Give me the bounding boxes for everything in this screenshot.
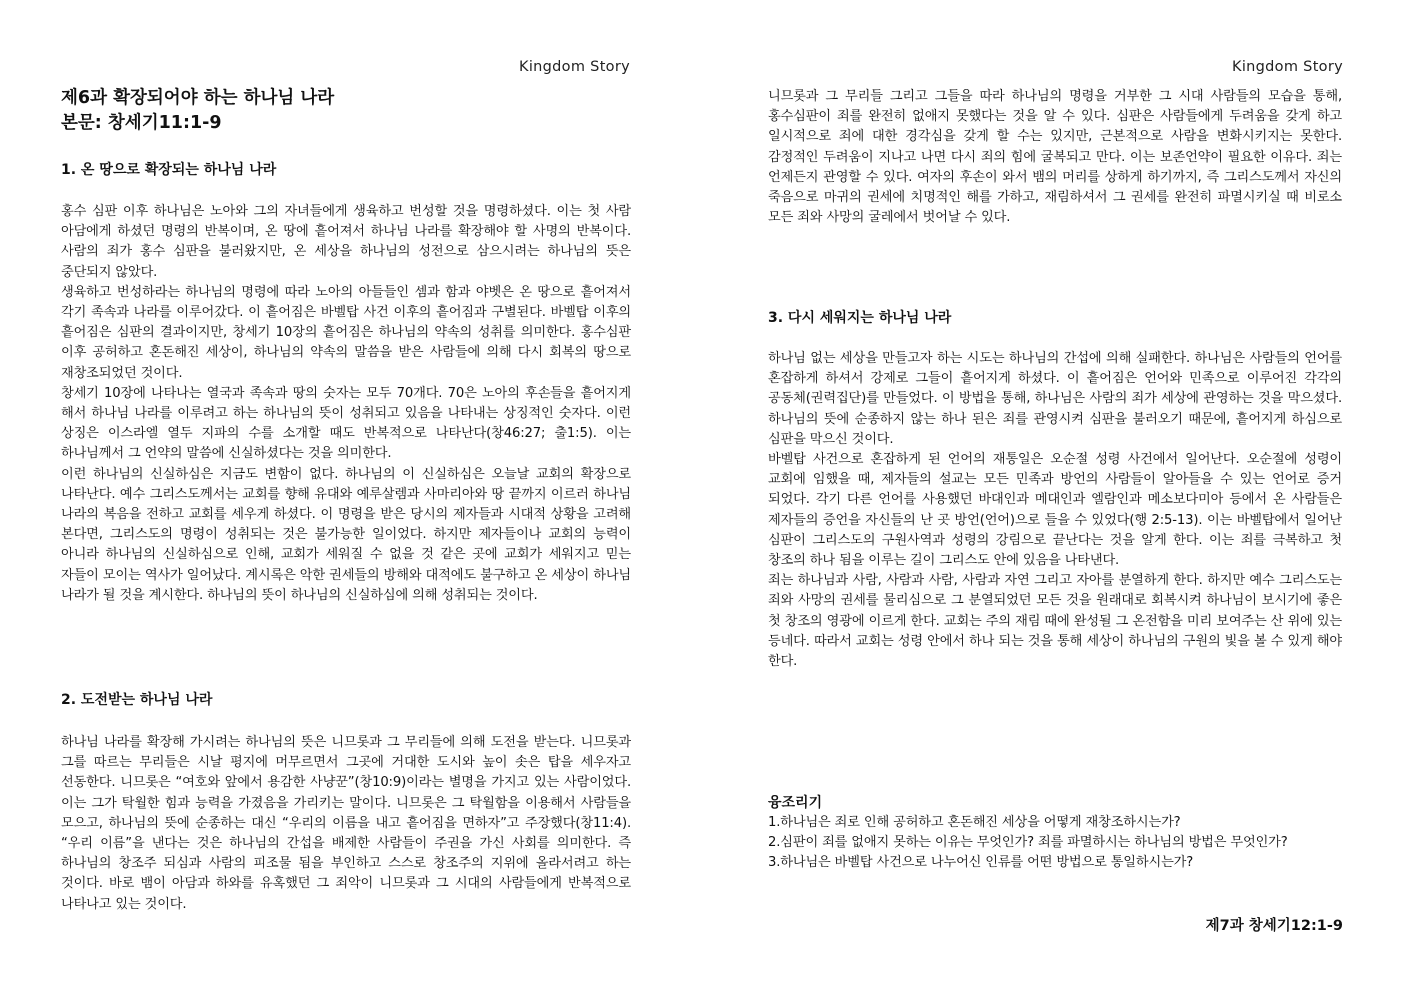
section-2 bbox=[61, 690, 631, 710]
header-label: Kingdom Story bbox=[519, 59, 630, 75]
paragraph: 바벨탑 사건으로 혼잡하게 된 언어의 재통일은 오순절 성령 사건에서 일어난다. 오순절에 성령이 교회에 임했을 때, 제자들의 설교는 모든 민족과 방언의 사람들이 알아들을 수 있는 언어로 증거 되었다. 각기 다른 언어를 사용했던 바대인과 메대인과 엘람인과 메소보다미아 등에서 온 사람들은 제자들의 증언을 자신들의 난 곳 방언(언어)으로 들을 수 있었다(행 2:5-13). 이는 바벨탑에서 일어난 심판이 그리스도의 구원사역과 성령의 강림으로 끝난다는 것을 알게 한다. 이는 죄를 극복하고 첫 창조의 하나 됨을 이루는 길이 그리스도 안에 있음을 나타낸다. bbox=[768, 452, 1342, 569]
paragraph: 홍수 심판 이후 하나님은 노아와 그의 자녀들에게 생육하고 번성할 것을 명령하셨다. 이는 첫 사람 아담에게 하셨던 명령의 반복이며, 온 땅에 흩어져서 하나님 나라를 확장해야 할 사명의 반복이다. 사람의 죄가 홍수 심판을 불러왔지만, 온 세상을 하나님의 성전으로 삼으시려는 하나님의 뜻은 중단되지 않았다. bbox=[61, 204, 631, 280]
paragraph: 하나님 나라를 확장해 가시려는 하나님의 뜻은 니므롯과 그 무리들에 의해 도전을 받는다. 니므롯과 그를 따르는 무리들은 시날 평지에 머무르면서 그곳에 거대한 도시와 높이 솟은 탑을 세우자고 선동한다. 니므롯은 “여호와 앞에서 용감한 사냥꾼”(창10:9)이라는 별명을 가지고 있는 사람이었다. 이는 그가 탁월한 힘과 능력을 가졌음을 가리키는 말이다. 니므롯은 그 탁월함을 이용해서 사람들을 모으고, 하나님의 뜻에 순종하는 대신 “우리의 이름을 내고 흩어짐을 면하자”고 주장했다(창11:4). “우리 이름”을 낸다는 것은 하나님의 간섭을 배제한 사람들이 주권을 가신 사회를 의미한다. 즉 하나님의 창조주 되심과 사람의 피조물 됨을 부인하고 스스로 창조주의 지위에 올라서려고 하는 것이다. 바로 뱀이 아담과 하와를 유혹했던 그 죄악이 니므롯과 그 시대의 사람들에게 반복적으로 나타나고 있는 것이다. bbox=[61, 735, 631, 912]
questions-list bbox=[768, 813, 1342, 874]
intro-block bbox=[768, 87, 1342, 228]
next-lesson-label: 제7과 창세기12:1-9 bbox=[1205, 918, 1343, 934]
paragraph: 이런 하나님의 신실하심은 지금도 변함이 없다. 하나님의 이 신실하심은 오늘날 교회의 확장으로 나타난다. 예수 그리스도께서는 교회를 향해 유대와 예루살렘과 사마리아와 땅 끝까지 이르러 하나님 나라의 복음을 전하고 교회를 세우게 하셨다. 이 명령을 받은 당시의 제자들과 시대적 상황을 고려해 본다면, 그리스도의 명령이 성취되는 것은 불가능한 일이었다. 하지만 제자들이나 교회의 능력이 아니라 하나님의 신실하심으로 인해, 교회가 세워질 수 없을 것 같은 곳에 교회가 세워지고 믿는 자들이 모이는 역사가 일어났다. 계시록은 악한 권세들의 방해와 대적에도 불구하고 온 세상이 하나님 나라가 될 것을 계시한다. 하나님의 뜻이 하나님의 신실하심에 의해 성취되는 것이다. bbox=[61, 466, 631, 603]
question-item: 3.하나님은 바벨탑 사건으로 나누어신 인류를 어떤 방법으로 통일하시는가? bbox=[768, 855, 1194, 871]
discussion-questions bbox=[768, 793, 1342, 874]
question-item: 1.하나님은 죄로 인해 공허하고 혼돈해진 세상을 어떻게 재창조하시는가? bbox=[768, 815, 1181, 830]
section-1-body bbox=[61, 202, 631, 606]
section-1 bbox=[61, 160, 631, 180]
lesson-title: 제6과 확장되어야 하는 하나님 나라 bbox=[61, 88, 335, 108]
lesson-subtitle: 본문: 창세기11:1-9 bbox=[61, 113, 222, 133]
paragraph: 생육하고 번성하라는 하나님의 명령에 따라 노아의 아들들인 셈과 함과 야벳은 온 땅으로 흩어져서 각기 족속과 나라를 이루어갔다. 이 흩어짐은 바벨탑 사건 이후의 흩어짐과 구별된다. 바벨탑 이후의 흩어짐은 심판의 결과이지만, 창세기 10장의 흩어짐은 하나님의 약속의 성취를 의미한다. 홍수심판 이후 공허하고 혼돈해진 세상이, 하나님의 약속의 말씀을 받은 사람들에 의해 다시 회복의 땅으로 재창조되었던 것이다. bbox=[61, 284, 631, 381]
right-page bbox=[702, 0, 1403, 992]
section-3 bbox=[768, 308, 1342, 328]
question-item: 2.심판이 죄를 없애지 못하는 이유는 무엇인가? 죄를 파멸하시는 하나님의 방법은 무엇인가? bbox=[768, 835, 1288, 851]
paragraph: 니므롯과 그 무리들 그리고 그들을 따라 하나님의 명령을 거부한 그 시대 사람들의 모습을 통해, 홍수심판이 죄를 완전히 없애지 못했다는 것을 알 수 있다. 심판은 사람들에게 두려움을 갖게 하고 일시적으로 죄에 대한 경각심을 갖게 할 수는 있지만, 근본적으로 사람을 변화시키지는 못한다. 감정적인 두려움이 지나고 나면 다시 죄의 힘에 굴복되고 만다. 이는 보존언약이 필요한 이유다. 죄는 언제든지 관영할 수 있다. 여자의 후손이 와서 뱀의 머리를 상하게 하기까지, 즉 그리스도께서 자신의 죽음으로 마귀의 권세에 치명적인 해를 가하고, 재림하셔서 그 권세를 완전히 파멸시키실 때 비로소 모든 죄와 사망의 굴레에서 벗어날 수 있다. bbox=[768, 89, 1342, 226]
paragraph: 하나님 없는 세상을 만들고자 하는 시도는 하나님의 간섭에 의해 실패한다. 하나님은 사람들의 언어를 혼잡하게 하셔서 강제로 그들이 흩어지게 하셨다. 이 흩어짐은 언어와 민족으로 이루어진 각각의 공동체(권력집단)를 만들었다. 이 방법을 통해, 하나님은 사람의 죄가 세상에 관영하는 것을 막으셨다. 하나님의 뜻에 순종하지 않는 하나 된은 죄를 관영시켜 심판을 불러오기 때문에, 흩어지게 하심으로 심판을 막으신 것이다. bbox=[768, 351, 1342, 447]
paragraph: 죄는 하나님과 사람, 사람과 사람, 사람과 자연 그리고 자아를 분열하게 한다. 하지만 예수 그리스도는 죄와 사망의 권세를 물리심으로 그 분열되었던 모든 것을 원래대로 회복시켜 하나님이 보시기에 좋은 첫 창조의 영광에 이르게 한다. 교회는 주의 재림 때에 완성될 그 온전함을 미리 보여주는 산 위에 있는 등네다. 따라서 교회는 성령 안에서 하나 되는 것을 통해 세상이 하나님의 구원의 빛을 볼 수 있게 해야 한다. bbox=[768, 573, 1342, 670]
paragraph: 창세기 10장에 나타나는 열국과 족속과 땅의 숫자는 모두 70개다. 70은 노아의 후손들을 흩어지게 해서 하나님 나라를 이루려고 하는 하나님의 뜻이 성취되고 있음을 나타내는 상징적인 숫자다. 이런 상징은 이스라엘 열두 지파의 수를 소개할 때도 반복적으로 나타난다(창46:27; 출1:5). 이는 하나님께서 그 언약의 말씀에 신실하셨다는 것을 의미한다. bbox=[61, 385, 631, 462]
section-2-body bbox=[61, 733, 631, 915]
left-page bbox=[0, 0, 701, 992]
section-heading: 3. 다시 세워지는 하나님 나라 bbox=[768, 310, 952, 326]
section-heading: 2. 도전받는 하나님 나라 bbox=[61, 692, 213, 708]
section-3-body bbox=[768, 349, 1342, 672]
header-label: Kingdom Story bbox=[1232, 59, 1343, 75]
section-heading: 1. 온 땅으로 확장되는 하나님 나라 bbox=[61, 162, 277, 178]
questions-heading: 융조리기 bbox=[768, 795, 823, 811]
lesson-title-block bbox=[61, 86, 631, 136]
